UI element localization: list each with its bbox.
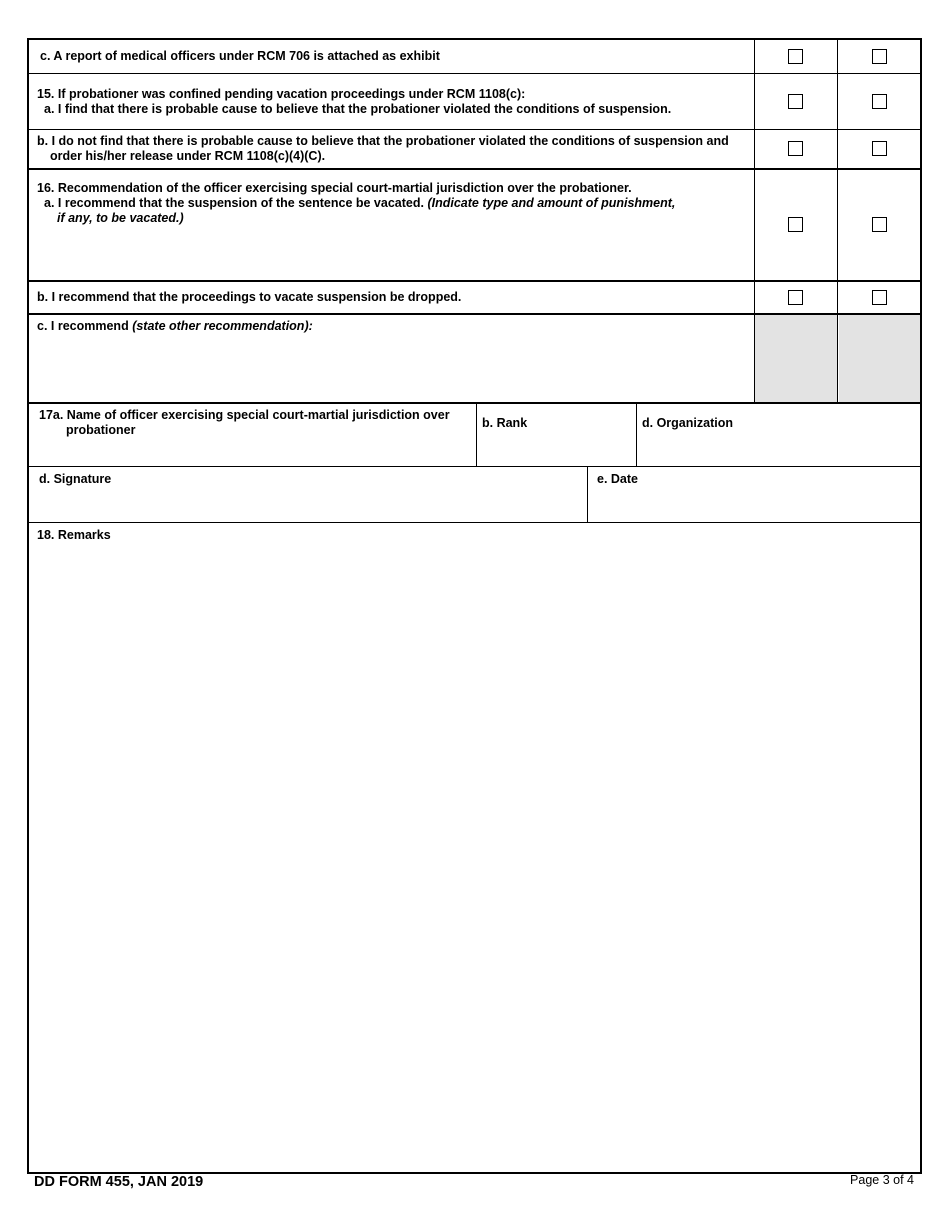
remarks-field[interactable]: [29, 523, 920, 1172]
q15b-checkbox-1[interactable]: [788, 141, 803, 156]
q16a-checkbox-2[interactable]: [872, 217, 887, 232]
row-15b: [29, 130, 920, 170]
q16c-instruction: (state other recommendation):: [132, 319, 313, 333]
row-17a: [29, 404, 920, 467]
divider: [636, 404, 637, 466]
q15-title: 15. If probationer was confined pending vacation proceedings under RCM 1108(c):: [37, 87, 526, 101]
row-signature-date: [29, 467, 920, 523]
divider: [587, 467, 588, 522]
q16b-text: b. I recommend that the proceedings to vacate suspension be dropped.: [29, 282, 755, 313]
q16a-instruction-line2: if any, to be vacated.): [57, 211, 184, 225]
row-15a: [29, 74, 920, 130]
officer-name-label-line2: probationer: [66, 423, 136, 437]
officer-name-field[interactable]: [39, 408, 479, 438]
c-report-text: c. A report of medical officers under RCM 706 is attached as exhibit: [29, 40, 755, 73]
q15b-checkbox-2[interactable]: [872, 141, 887, 156]
q15b-text-line2: order his/her release under RCM 1108(c)(4)(C).: [50, 149, 326, 163]
q16-title: 16. Recommendation of the officer exercising special court-martial jurisdiction over the probationer.: [37, 181, 632, 195]
form-id: DD FORM 455, JAN 2019: [34, 1174, 204, 1190]
q15a-text: a. I find that there is probable cause to believe that the probationer violated the conditions of suspension.: [44, 102, 672, 116]
row-16a: [29, 170, 920, 282]
form-page: [27, 38, 922, 1174]
c-report-checkbox-2[interactable]: [872, 49, 887, 64]
c-report-checkbox-1[interactable]: [788, 49, 803, 64]
q15a-checkbox-1[interactable]: [788, 94, 803, 109]
q15a-checkbox-2[interactable]: [872, 94, 887, 109]
q16a-text: a. I recommend that the suspension of the sentence be vacated.: [44, 196, 424, 210]
signature-label: d. Signature: [39, 472, 112, 486]
q16c-text: c. I recommend: [37, 319, 129, 333]
row-16c: [29, 315, 920, 404]
page-number: Page 3 of 4: [850, 1173, 914, 1187]
remarks-label: 18. Remarks: [37, 528, 111, 542]
q16c-shaded-cell-2: [839, 315, 920, 402]
q16b-checkbox-2[interactable]: [872, 290, 887, 305]
officer-name-label-line1: 17a. Name of officer exercising special court-martial jurisdiction over: [39, 408, 450, 422]
q16c-field[interactable]: [29, 315, 755, 402]
row-c-medical-report: [29, 40, 920, 74]
q16a-checkbox-1[interactable]: [788, 217, 803, 232]
organization-label: d. Organization: [642, 416, 733, 430]
date-label: e. Date: [597, 472, 638, 486]
q16c-shaded-cell-1: [755, 315, 838, 402]
q16b-checkbox-1[interactable]: [788, 290, 803, 305]
q16a-instruction-line1: (Indicate type and amount of punishment,: [427, 196, 676, 210]
divider: [476, 404, 477, 466]
q15b-text-line1: b. I do not find that there is probable cause to believe that the probationer violated the conditions of suspension and: [37, 134, 729, 148]
row-16b: [29, 282, 920, 315]
rank-label: b. Rank: [482, 416, 528, 430]
